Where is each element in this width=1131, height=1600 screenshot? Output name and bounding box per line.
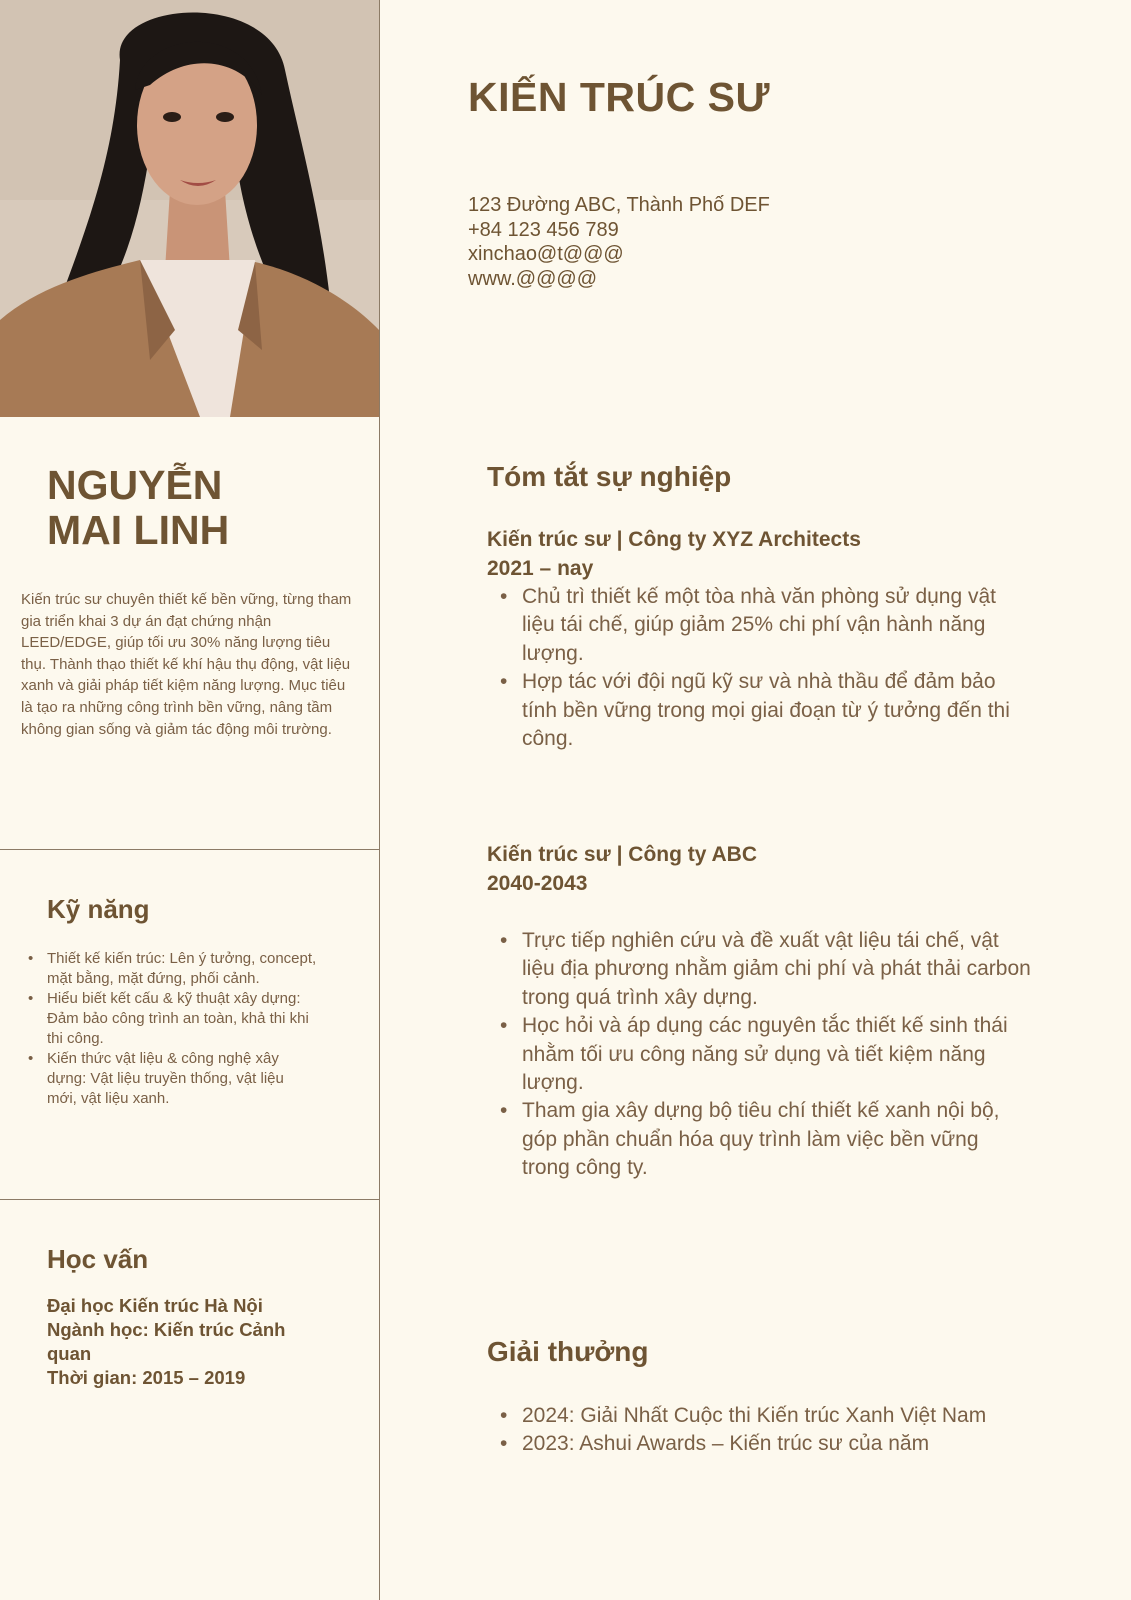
contact-phone: +84 123 456 789 <box>468 218 619 241</box>
list-item: • 2024: Giải Nhất Cuộc thi Kiến trúc Xanh Việt Nam <box>522 1402 1032 1430</box>
job-position: Kiến trúc sư | Công ty XYZ Architects <box>487 528 861 551</box>
list-item: • 2023: Ashui Awards – Kiến trúc sư của năm <box>522 1430 1032 1458</box>
skills-title: Kỹ năng <box>47 894 150 924</box>
job-entry-header <box>487 525 861 583</box>
list-item: • Thiết kế kiến trúc: Lên ý tưởng, concept, mặt bằng, mặt đứng, phối cảnh. <box>47 949 317 989</box>
job-bullets <box>522 583 1032 753</box>
awards-list <box>522 1402 1032 1459</box>
contact-website: www.@@@@ <box>468 267 597 290</box>
education-major: Ngành học: Kiến trúc Cảnh quan <box>47 1319 286 1364</box>
career-title: Tóm tắt sự nghiệp <box>487 461 732 492</box>
section-divider <box>0 849 379 850</box>
contact-address: 123 Đường ABC, Thành Phố DEF <box>468 194 770 216</box>
person-name <box>47 463 229 553</box>
job-entry-header <box>487 840 757 898</box>
list-item: • Tham gia xây dựng bộ tiêu chí thiết kế xanh nội bộ, góp phần chuẩn hóa quy trình làm việc bền vững trong công ty. <box>522 1097 1032 1182</box>
education-period: Thời gian: 2015 – 2019 <box>47 1367 246 1388</box>
contact-email: xinchao@t@@@ <box>468 243 624 265</box>
profile-photo <box>0 0 379 417</box>
list-item: • Hợp tác với đội ngũ kỹ sư và nhà thầu để đảm bảo tính bền vững trong mọi giai đoạn từ ý tưởng đến thi công. <box>522 668 1032 753</box>
job-bullets <box>522 927 1032 1183</box>
job-position: Kiến trúc sư | Công ty ABC <box>487 843 757 866</box>
list-item: • Học hỏi và áp dụng các nguyên tắc thiết kế sinh thái nhằm tối ưu công năng sử dụng và tiết kiệm năng lượng. <box>522 1012 1032 1097</box>
name-line-1: NGUYỄN <box>47 462 223 508</box>
education-title: Học vấn <box>47 1244 149 1274</box>
list-item: • Kiến thức vật liệu & công nghệ xây dựng: Vật liệu truyền thống, vật liệu mới, vật liệu xanh. <box>47 1049 317 1109</box>
education-school: Đại học Kiến trúc Hà Nội <box>47 1295 263 1316</box>
job-period: 2040-2043 <box>487 872 588 895</box>
list-item: • Trực tiếp nghiên cứu và đề xuất vật liệu tái chế, vật liệu địa phương nhằm giảm chi phí và phát thải carbon trong quá trình xây dựng. <box>522 927 1032 1012</box>
job-title: KIẾN TRÚC SƯ <box>468 74 770 120</box>
list-item: • Chủ trì thiết kế một tòa nhà văn phòng sử dụng vật liệu tái chế, giúp giảm 25% chi phí vận hành năng lượng. <box>522 583 1032 668</box>
list-item: • Hiểu biết kết cấu & kỹ thuật xây dựng: Đảm bảo công trình an toàn, khả thi khi thi công. <box>47 989 317 1049</box>
column-divider <box>379 0 380 1600</box>
contact-block <box>468 193 770 291</box>
section-divider <box>0 1199 379 1200</box>
job-period: 2021 – nay <box>487 557 594 580</box>
skills-list <box>47 949 317 1109</box>
awards-title: Giải thưởng <box>487 1336 649 1367</box>
name-line-2: MAI LINH <box>47 507 230 553</box>
education-details <box>47 1294 317 1390</box>
profile-summary: Kiến trúc sư chuyên thiết kế bền vững, từng tham gia triển khai 3 dự án đạt chứng nhận LEED/EDGE, giúp tối ưu 30% năng lượng tiêu thụ. Thành thạo thiết kế khí hậu thụ động, vật liệu xanh và giải pháp tiết kiệm năng lượng. Mục tiêu là tạo ra những công trình bền vững, nâng tầm không gian sống và giảm tác động môi trường. <box>21 591 352 738</box>
